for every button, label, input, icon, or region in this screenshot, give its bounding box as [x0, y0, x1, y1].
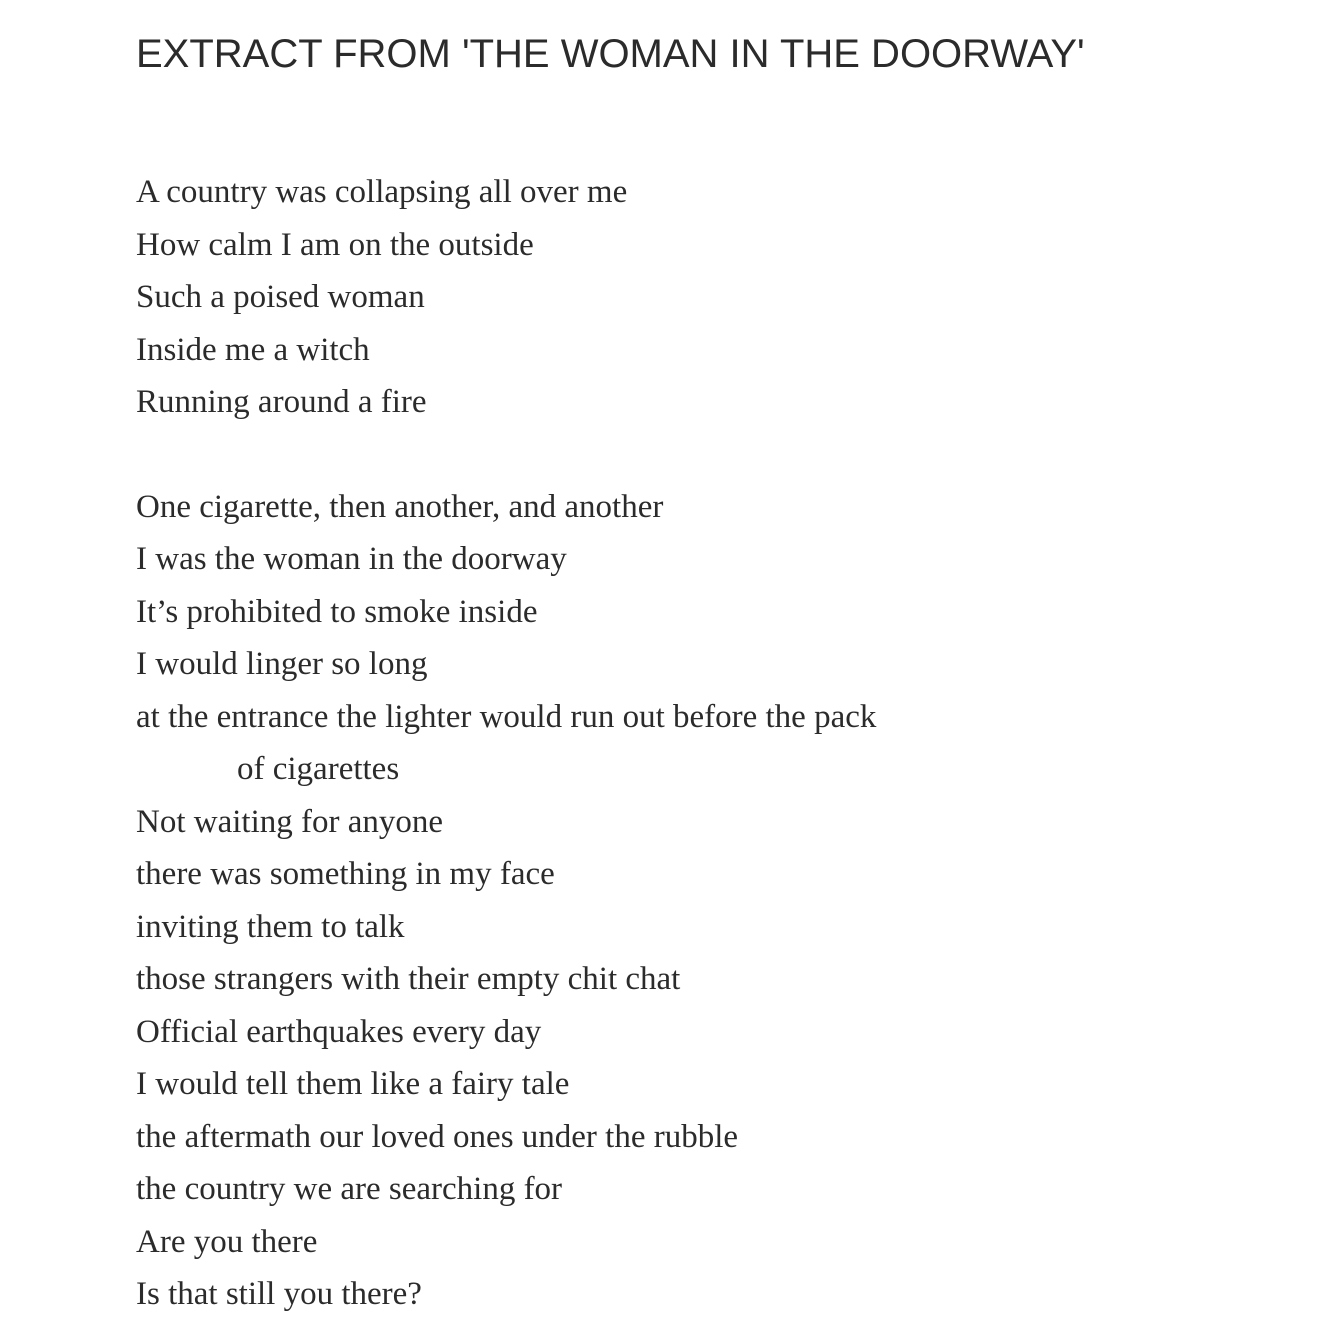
poem-line: Official earthquakes every day	[136, 1013, 542, 1050]
poem-line-continuation: of cigarettes	[237, 751, 400, 787]
poem-line: A country was collapsing all over me	[136, 174, 628, 210]
poem-title: EXTRACT FROM 'THE WOMAN IN THE DOORWAY'	[136, 32, 1085, 76]
poem-line: Inside me a witch	[136, 331, 370, 368]
stanza-1	[136, 166, 1286, 429]
poem-line: It’s prohibited to smoke inside	[136, 593, 538, 630]
poem-line: One cigarette, then another, and another	[136, 488, 664, 525]
poem-line: I would linger so long	[136, 646, 428, 682]
poem-line: inviting them to talk	[136, 908, 405, 945]
poem-line: the country we are searching for	[136, 1171, 563, 1207]
poem-line: Such a poised woman	[136, 279, 425, 315]
poem-line: Not waiting for anyone	[136, 803, 444, 840]
poem-page	[136, 0, 1286, 1321]
poem-line: Running around a fire	[136, 384, 427, 420]
poem-line: I would tell them like a fairy tale	[136, 1066, 570, 1102]
poem-line: at the entrance the lighter would run out before the pack	[136, 698, 877, 735]
poem-line: the aftermath our loved ones under the rubble	[136, 1118, 739, 1155]
poem-line: I was the woman in the doorway	[136, 541, 567, 577]
poem-line: those strangers with their empty chit chat	[136, 961, 681, 997]
poem-line: How calm I am on the outside	[136, 226, 534, 263]
stanza-2	[136, 481, 1286, 1321]
poem-line: there was something in my face	[136, 856, 555, 892]
poem-line: Is that still you there?	[136, 1276, 422, 1312]
poem-line: Are you there	[136, 1223, 318, 1260]
